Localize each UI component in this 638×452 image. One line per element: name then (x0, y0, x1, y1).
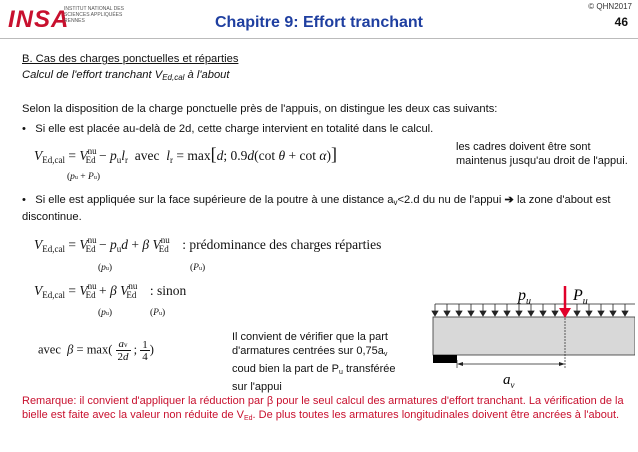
side-note-case1: les cadres doivent être sont maintenus jusqu'au droit de l'appui. (456, 141, 628, 167)
remark: Remarque: il convient d'appliquer la réduction par β pour le seul calcul des armatures d'effort tranchant. La vérification de la bielle est faite avec la valeur non réduite de VEd. De plus toutes les armatures longitudinales doivent être ancrées à l'about. (22, 395, 624, 422)
equation-case1: $V_{Ed,cal} = V^{nu}_{Ed} - p_ul_r$ avec $l_r = \max[d$; 0.9d(cot θ + cot α)] (34, 144, 337, 165)
beam (433, 317, 635, 355)
equation-case2-b: $V_{Ed,cal} = V^{nu}_{Ed} + \beta$ $V^{nu}_{Ed}$ : sinon (34, 281, 187, 300)
support (433, 355, 457, 363)
bracket-pu-a: (pu) (98, 263, 113, 273)
bracket-pu-b: (pu) (98, 308, 113, 318)
copyright: © QHN2017 (588, 2, 632, 11)
insa-logo-subtitle: INSTITUT NATIONAL DES SCIENCES APPLIQUÉES RENNES (64, 6, 124, 24)
insa-logo: INSA (8, 6, 70, 33)
label-pu: $p_u$ (518, 287, 531, 307)
page-title: Chapitre 9: Effort tranchant (214, 14, 423, 31)
section-heading: B. Cas des charges ponctuelles et réparties (22, 53, 239, 65)
beam-figure (425, 280, 635, 390)
equation-case2-a: $V_{Ed,cal} = V^{nu}_{Ed} - p_ud + \beta$ $V^{nu}_{Ed}$ : prédominance des charges réparties (34, 235, 382, 254)
section-subheading: Calcul de l'effort tranchant VEd,cal à l'about (22, 69, 230, 82)
label-Pu: $P_u$ (573, 287, 588, 307)
page-number: 46 (614, 15, 628, 29)
load-bracket-case1: (pu + Pu) (67, 172, 101, 182)
point-load-head (559, 308, 571, 318)
equation-beta: avec β = max( av 2d ; 1 4) (38, 338, 154, 363)
label-av: $a_v$ (503, 372, 515, 390)
distributed-load-arrows (432, 304, 635, 316)
header-divider (0, 38, 638, 39)
bracket-Pu-b: (Pu) (150, 308, 166, 318)
bullet-case1: • Si elle est placée au-delà de 2d, cette charge intervient en totalité dans le calcul. (22, 123, 434, 135)
note-armatures: Il convient de vérifier que la part d'armatures centrées sur 0,75av coud bien la part de Pu transférée sur l'appui (232, 331, 396, 393)
bracket-Pu-a: (Pu) (190, 263, 206, 273)
bullet-case2: • Si elle est appliquée sur la face supérieure de la poutre à une distance av<2.d du nu de l'appui ➔ la zone d'about est discontinue. (22, 194, 611, 223)
intro-text: Selon la disposition de la charge ponctuelle près de l'appuis, on distingue les deux cas suivants: (22, 103, 498, 115)
